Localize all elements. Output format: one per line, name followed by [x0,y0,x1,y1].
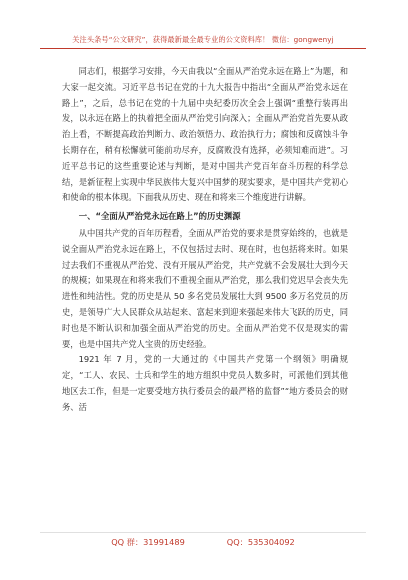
header-divider [40,48,366,49]
page-header-banner: 关注头条号“公文研究”，获得最新最全最专业的公文资料库！ 微信：gongwenyj [72,35,334,44]
document-body [62,64,348,416]
footer-divider [40,532,366,533]
section-heading-1: 一、“全面从严治党永远在路上”的历史渊源 [78,211,241,222]
footer-qq: QQ：535304092 [226,537,295,547]
footer-qq-group: QQ 群：31991489 [111,537,185,547]
paragraph-1921: 1921 年 7 月，党的一大通过的《中国共产党第一个纲领》明确规定，“工人、农民、士兵和学生的地方组织中党员人数多时，可派他们到其他地区去工作，但是一定要受地方执行委员会的最严格的监督”“地方委员会的财务、活 [62,354,348,412]
paragraph-intro: 同志们，根据学习安排，今天由我以“全面从严治党永远在路上”为题，和大家一起交流。习近平总书记在党的十九大报告中指出“全面从严治党永远在路上”，之后，总书记在党的十九届中央纪委历次全会上强调“重整行装再出发，以永远在路上的执着把全面从严治党引向深入；全面从严治党首先要从政治上看，不断提高政治判断力、政治领悟力、政治执行力；腐蚀和反腐蚀斗争长期存在，稍有松懈就可能前功尽弃，反腐败没有选择，必须知难而进”。习近平总书记的这些重要论述与判断，是对中国共产党百年奋斗历程的科学总结，是新征程上实现中华民族伟大复兴中国梦的现实要求，是中国共产党初心和使命的根本体现。下面我从历史、现在和将来三个维度进行讲解。 [62,66,348,203]
page-footer [40,537,366,548]
paragraph-history: 从中国共产党的百年历程看，全面从严治党的要求是贯穿始终的，也就是说全面从严治党永远在路上，不仅包括过去时、现在时，也包括将来时。如果过去我们不重视从严治党、没有开展从严治党，共产党就不会发展壮大到今天的规模；如果现在和将来我们不重视全面从严治党，那么我们党迟早会丧失先进性和纯洁性。党的历史是从 50 多名党员发展壮大到 9500 多万名党员的历史，是领导广大人民群众从站起来、富起来到迎来强起来伟大飞跃的历史，同时也是不断认识和加强全面从严治党的历史。全面从严治党不仅是现实的需要，也是中国共产党人宝贵的历史经验。 [62,227,348,349]
